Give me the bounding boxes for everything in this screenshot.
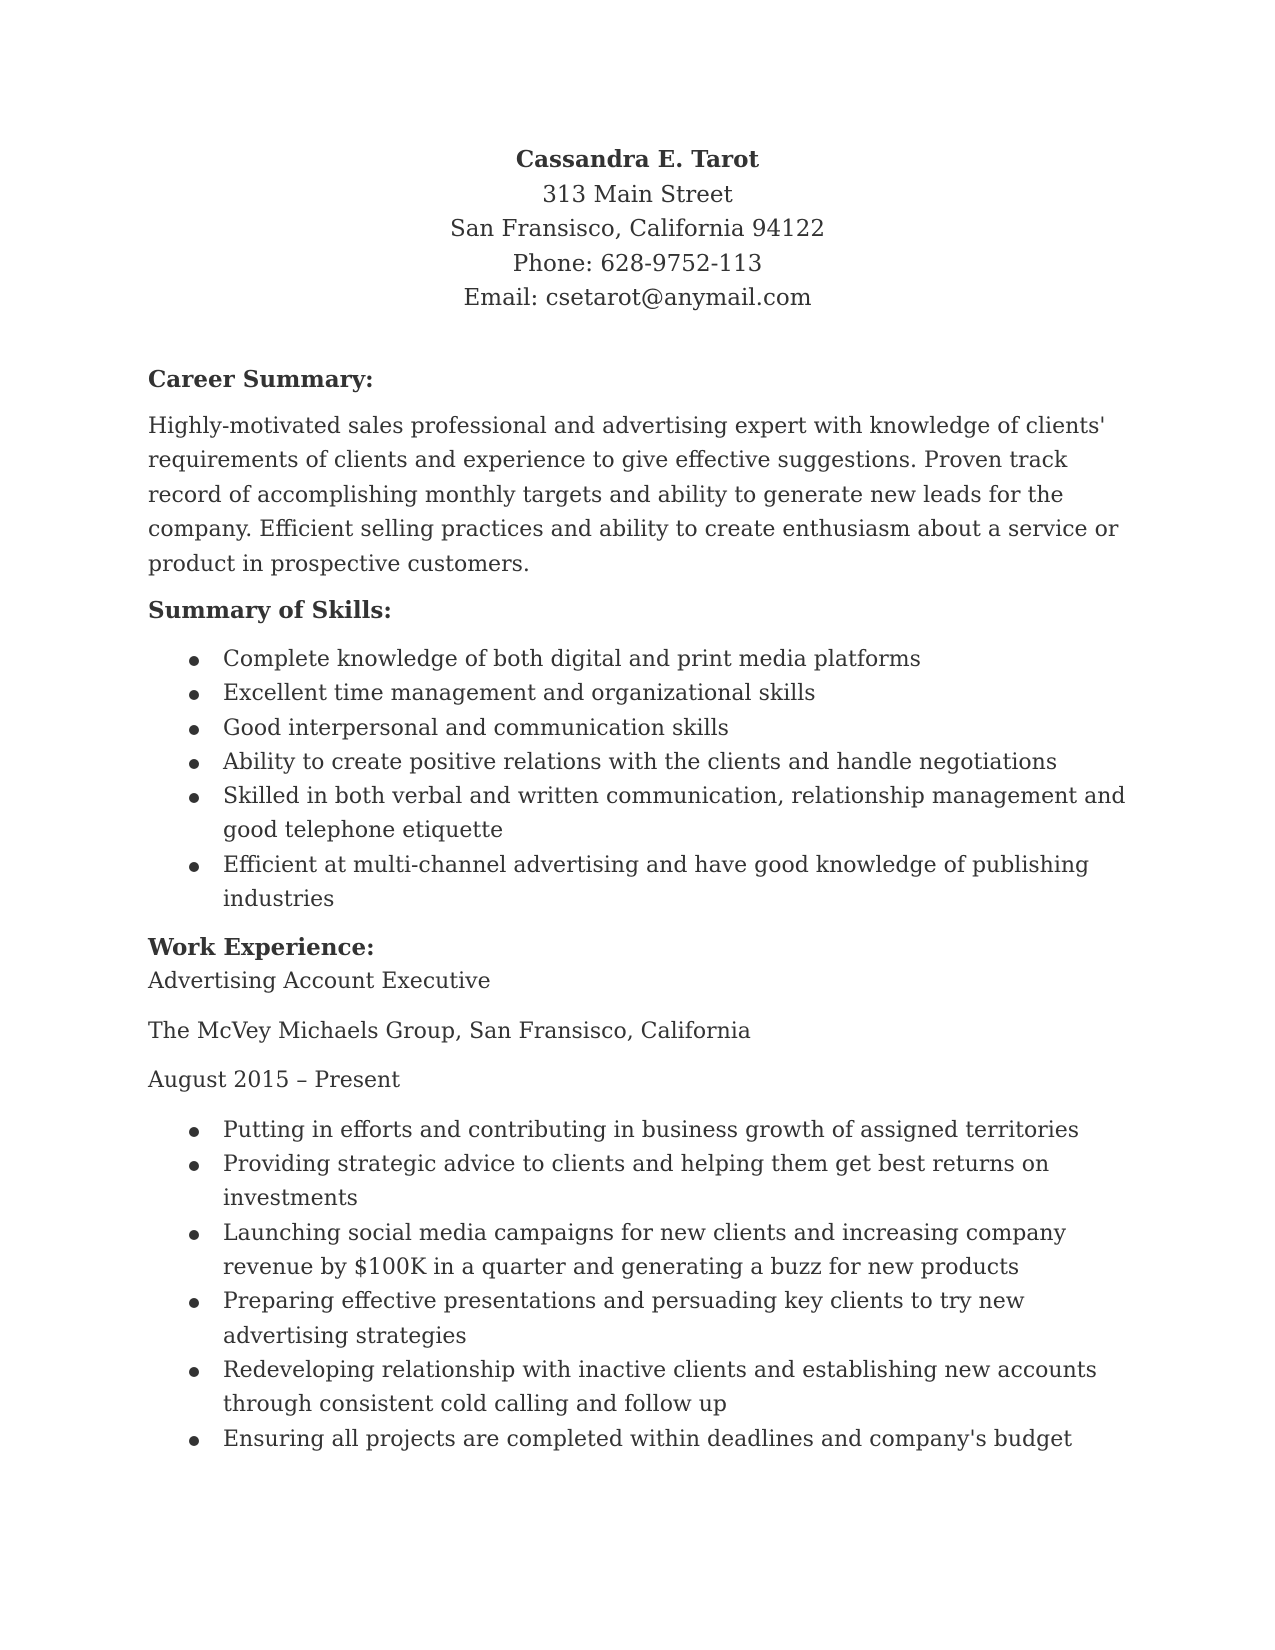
skill-text: Complete knowledge of both digital and print media platforms: [223, 647, 921, 672]
list-item: [148, 746, 1128, 780]
resume-page: [148, 143, 1128, 1457]
duty-text: Putting in efforts and contributing in business growth of assigned territories: [223, 1117, 1080, 1143]
list-item: [148, 643, 1128, 677]
bullet-icon: [189, 656, 199, 666]
bullet-icon: [189, 1161, 199, 1171]
duty-text: Ensuring all projects are completed within deadlines and company's budget: [223, 1426, 1073, 1452]
bullet-icon: [189, 1298, 199, 1308]
bullet-icon: [189, 793, 199, 803]
list-item: [148, 1285, 1128, 1354]
list-item: [148, 780, 1128, 849]
city-state-zip: San Fransisco, California 94122: [449, 216, 826, 242]
bullet-icon: [189, 1436, 199, 1446]
skill-text: Excellent time management and organizational skills: [223, 681, 816, 707]
skill-text: Ability to create positive relations with the clients and handle negotiations: [223, 749, 1058, 775]
list-item: [148, 712, 1128, 746]
skill-text: Good interpersonal and communication skills: [223, 715, 729, 741]
skill-text: Efficient at multi-channel advertising and have good knowledge of publishing industries: [223, 852, 1090, 913]
list-item: [148, 677, 1128, 711]
job-title: Advertising Account Executive: [148, 969, 491, 995]
skills-list: [148, 643, 1128, 917]
duty-text: Providing strategic advice to clients and helping them get best returns on investments: [223, 1152, 1050, 1212]
duty-text: Redeveloping relationship with inactive clients and establishing new accounts through consistent cold calling and follow up: [223, 1357, 1097, 1418]
employment-dates: August 2015 – Present: [148, 1068, 401, 1094]
contact-header: [0, 143, 1275, 316]
company-name: The McVey Michaels Group, San Fransisco, California: [148, 1018, 751, 1044]
phone-number: Phone: 628-9752-113: [512, 250, 763, 277]
street-address: 313 Main Street: [542, 181, 733, 208]
list-item: [148, 1354, 1128, 1423]
list-item: [148, 1217, 1128, 1286]
career-summary-text: Highly-motivated sales professional and advertising expert with knowledge of clients' requirements of clients and experience to give effective suggestions. Proven track record of accomplishing monthly targets and ability to generate new leads for the company. Efficient selling practices and ability to create enthusiasm about a service or product in prospective customers.: [148, 413, 1119, 577]
list-item: [148, 1148, 1128, 1217]
bullet-icon: [189, 862, 199, 872]
work-experience-heading: Work Experience:: [148, 934, 375, 962]
list-item: [148, 849, 1128, 918]
bullet-icon: [189, 1127, 199, 1137]
duty-text: Preparing effective presentations and persuading key clients to try new advertising strategies: [223, 1289, 1025, 1349]
bullet-icon: [189, 759, 199, 769]
list-item: [148, 1114, 1128, 1148]
duty-text: Launching social media campaigns for new clients and increasing company revenue by $100K in a quarter and generating a buzz for new products: [223, 1220, 1067, 1281]
bullet-icon: [189, 690, 199, 700]
list-item: [148, 1423, 1128, 1457]
bullet-icon: [189, 1367, 199, 1377]
career-summary-heading: Career Summary:: [148, 365, 374, 393]
bullet-icon: [189, 725, 199, 735]
skill-text: Skilled in both verbal and written communication, relationship management and good telephone etiquette: [223, 784, 1126, 844]
email-address: Email: csetarot@anymail.com: [463, 285, 812, 311]
bullet-icon: [189, 1230, 199, 1240]
candidate-name: Cassandra E. Tarot: [515, 146, 760, 173]
skills-heading: Summary of Skills:: [148, 597, 392, 624]
work-duties-list: [148, 1114, 1128, 1457]
